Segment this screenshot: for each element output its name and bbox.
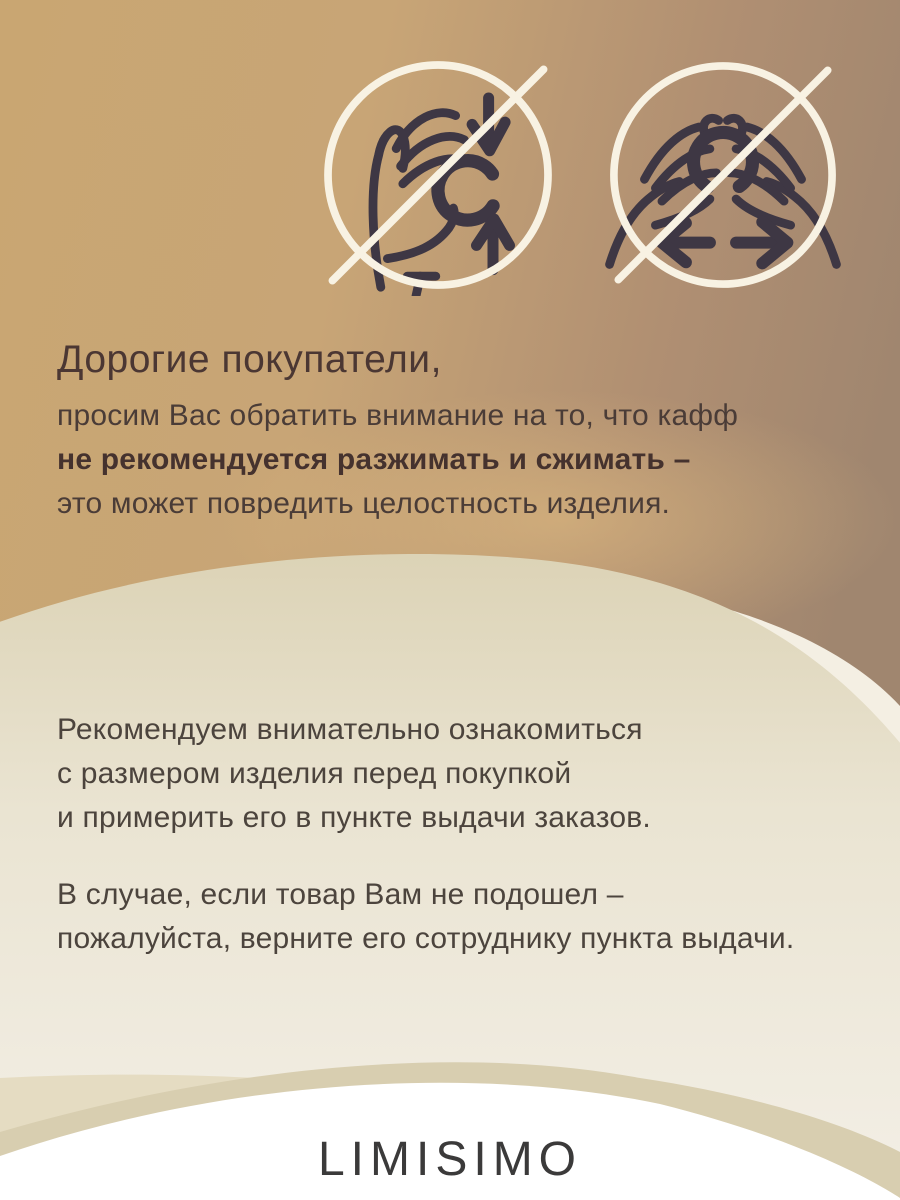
advice-returns-line: В случае, если товар Вам не подошел –	[57, 878, 624, 911]
advice-fitting-line: Рекомендуем внимательно ознакомиться	[57, 713, 643, 746]
no-stretch-cuff-icon	[602, 55, 844, 295]
advice-section	[57, 708, 794, 961]
brand-logo: LIMISIMO	[317, 1133, 583, 1186]
warning-intro-line: просим Вас обратить внимание на то, что кафф	[57, 399, 739, 432]
advice-fitting-line: и примерить его в пункте выдачи заказов.	[57, 801, 651, 834]
warning-consequence-line: это может повредить целостность изделия.	[57, 487, 671, 520]
no-squeeze-cuff-icon	[317, 54, 559, 296]
warning-section	[57, 338, 738, 526]
advice-returns-line: пожалуйста, верните его сотруднику пункта выдачи.	[57, 922, 795, 955]
cuff-ring-glyph	[682, 121, 763, 202]
advice-fitting-line: с размером изделия перед покупкой	[57, 757, 572, 790]
warning-emphasis-line: не рекомендуется разжимать и сжимать –	[57, 443, 691, 476]
warning-heading: Дорогие покупатели,	[57, 338, 442, 381]
